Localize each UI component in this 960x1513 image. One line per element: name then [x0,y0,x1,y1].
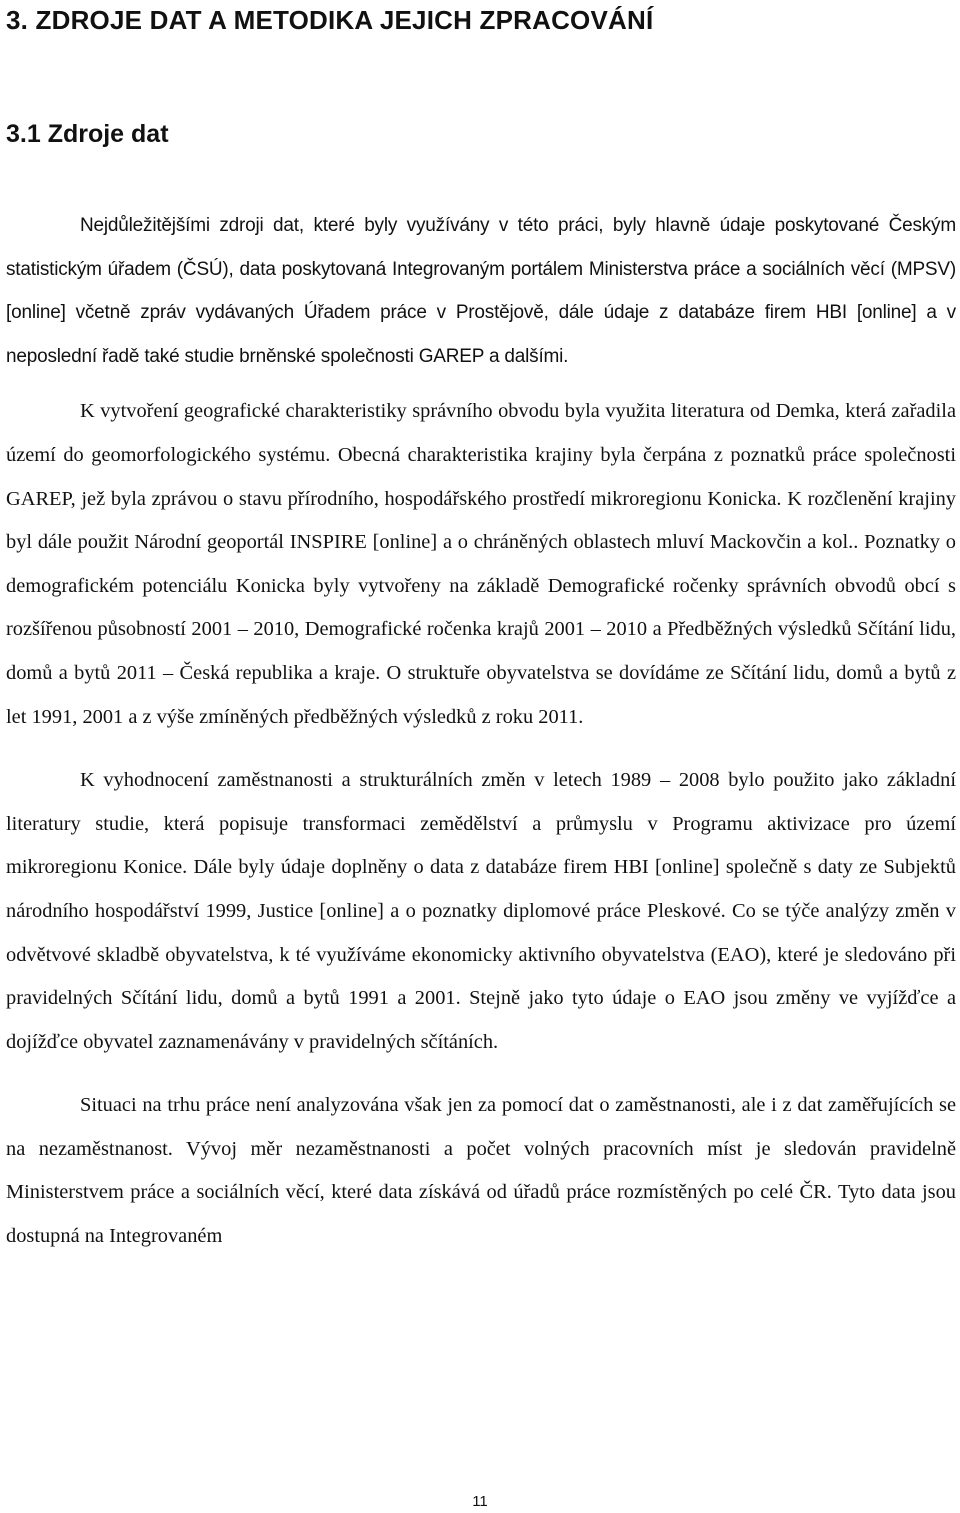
paragraph-employment: K vyhodnocení zaměstnanosti a strukturálních změn v letech 1989 – 2008 bylo použito jako základní literatury studie, která popisuje transformaci zemědělství a průmyslu v Programu aktivizace pro území mikroregionu Konice. Dále byly údaje doplněny o data z databáze firem HBI [online] společně s daty ze Subjektů národního hospodářství 1999, Justice [online] a o poznatky diplomové práce Pleskové. Co se týče analýzy změn v odvětvové skladbě obyvatelstva, k té využíváme ekonomicky aktivního obyvatelstva (EAO), které je sledováno při pravidelných Sčítání lidu, domů a bytů 1991 a 2001. Stejně jako tyto údaje o EAO jsou změny ve vyjížďce a dojížďce obyvatel zaznamenávány v pravidelných sčítáních. [6,769,956,1053]
paragraph-geography-demography: K vytvoření geografické charakteristiky správního obvodu byla využita literatura od Demka, která zařadila území do geomorfologického systému. Obecná charakteristika krajiny byla čerpána z poznatků práce společnosti GAREP, jež byla zprávou o stavu přírodního, hospodářského prostředí mikroregionu Konicka. K rozčlenění krajiny byl dále použit Národní geoportál INSPIRE [online] a o chráněných oblastech mluví Mackovčin a kol.. Poznatky o demografickém potenciálu Konicka byly vytvořeny na základě Demografické ročenky správních obvodů obcí s rozšířenou působností 2001 – 2010, Demografické ročenka krajů 2001 – 2010 a Předběžných výsledků Sčítání lidu, domů a bytů 2011 – Česká republika a kraje. O struktuře obyvatelstva se dovídáme ze Sčítání lidu, domů a bytů z let 1991, 2001 a z výše zmíněných předběžných výsledků z roku 2011. [6,400,956,728]
body-text [6,204,956,1259]
paragraph-data-sources: Nejdůležitějšími zdroji dat, které byly využívány v této práci, byly hlavně údaje poskytované Českým statistickým úřadem (ČSÚ), data poskytovaná Integrovaným portálem Ministerstva práce a sociálních věcí (MPSV) [online] včetně zpráv vydávaných Úřadem práce v Prostějově, dále údaje z databáze firem HBI [online] a v neposlední řadě také studie brněnské společnosti GAREP a dalšími. [6,215,956,367]
page-number: 11 [472,1493,488,1510]
chapter-heading: 3. ZDROJE DAT A METODIKA JEJICH ZPRACOVÁNÍ [6,5,654,35]
paragraph-labour-market: Situaci na trhu práce není analyzována však jen za pomocí dat o zaměstnanosti, ale i z dat zaměřujících se na nezaměstnanost. Vývoj měr nezaměstnanosti a počet volných pracovních míst je sledován pravidelně Ministerstvem práce a sociálních věcí, které data získává od úřadů práce rozmístěných po celé ČR. Tyto data jsou dostupná na Integrovaném [6,1094,956,1248]
section-heading: 3.1 Zdroje dat [6,120,169,148]
